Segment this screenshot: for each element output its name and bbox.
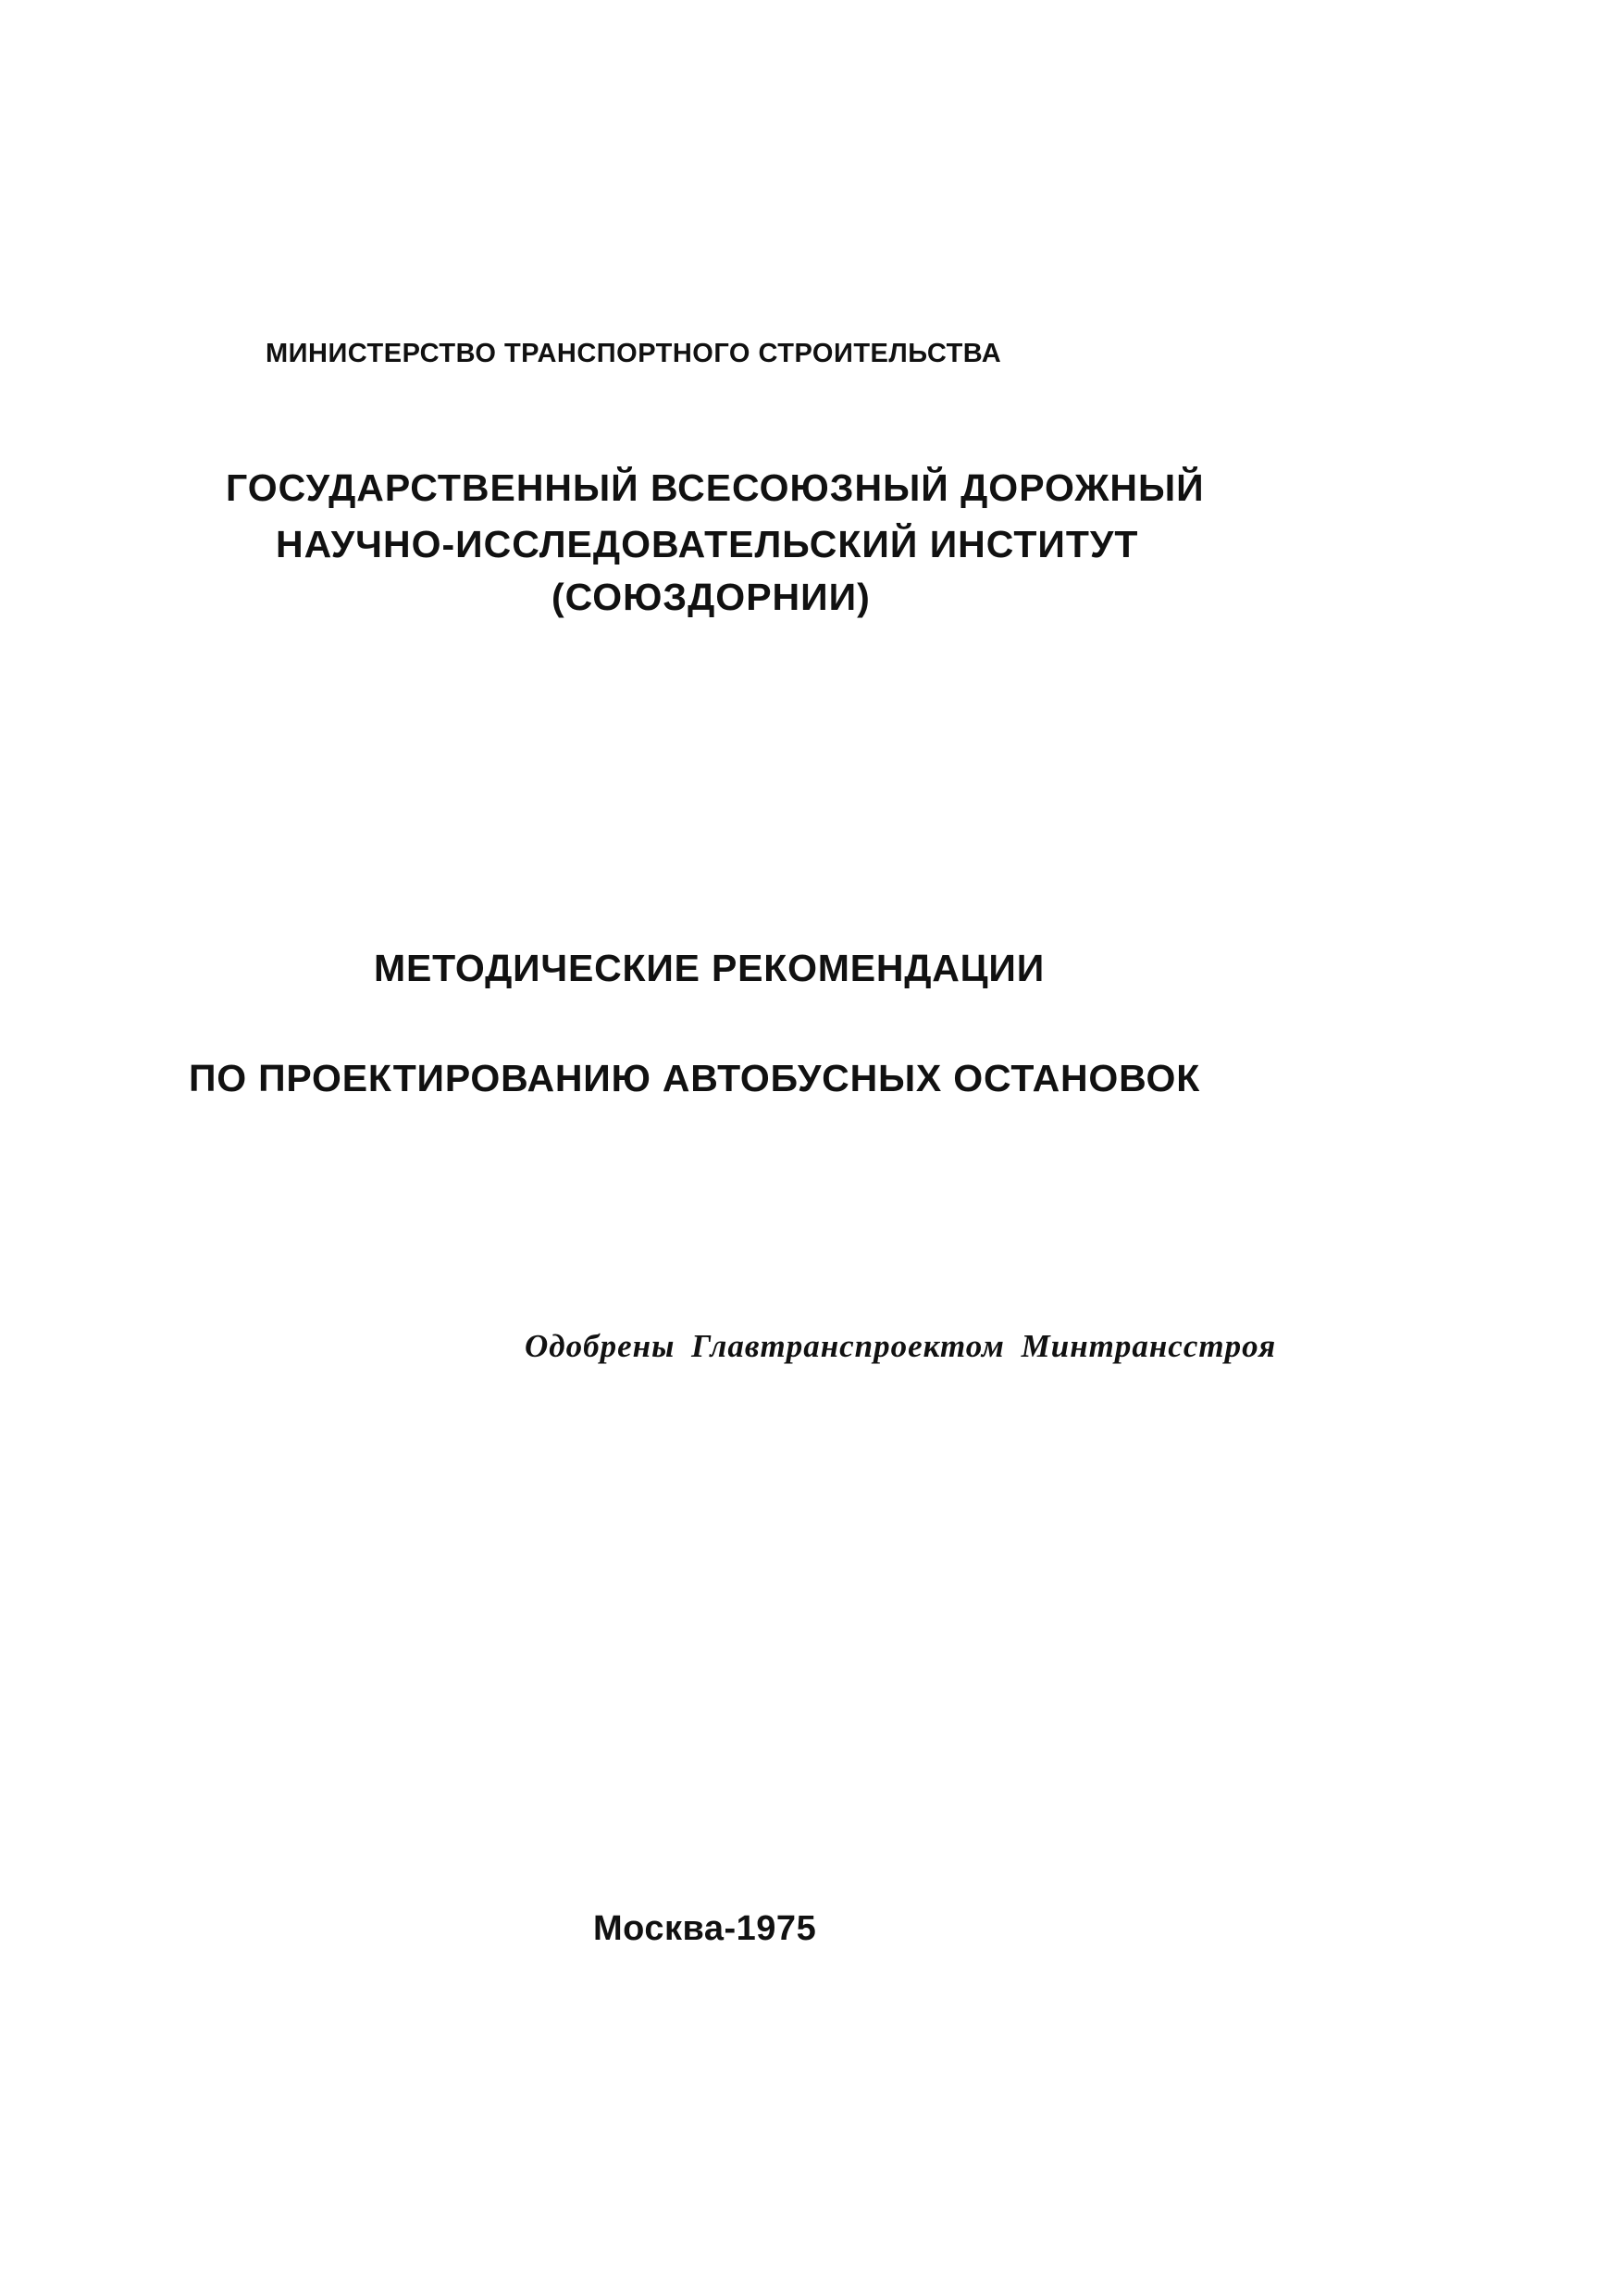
document-title-line-2: ПО ПРОЕКТИРОВАНИЮ АВТОБУСНЫХ ОСТАНОВОК [189,1057,1201,1099]
institute-abbreviation: (СОЮЗДОРНИИ) [551,576,871,618]
institute-name-line-1: ГОСУДАРСТВЕННЫЙ ВСЕСОЮЗНЫЙ ДОРОЖНЫЙ [226,466,1205,509]
approval-note: Одобрены Главтранспроектом Минтрансстроя [525,1328,1277,1364]
ministry-name: МИНИСТЕРСТВО ТРАНСПОРТНОГО СТРОИТЕЛЬСТВА [266,339,1002,368]
city-year: Москва-1975 [593,1909,817,1948]
institute-name-line-2: НАУЧНО-ИССЛЕДОВАТЕЛЬСКИЙ ИНСТИТУТ [276,523,1139,565]
document-title-line-1: МЕТОДИЧЕСКИЕ РЕКОМЕНДАЦИИ [374,947,1045,989]
